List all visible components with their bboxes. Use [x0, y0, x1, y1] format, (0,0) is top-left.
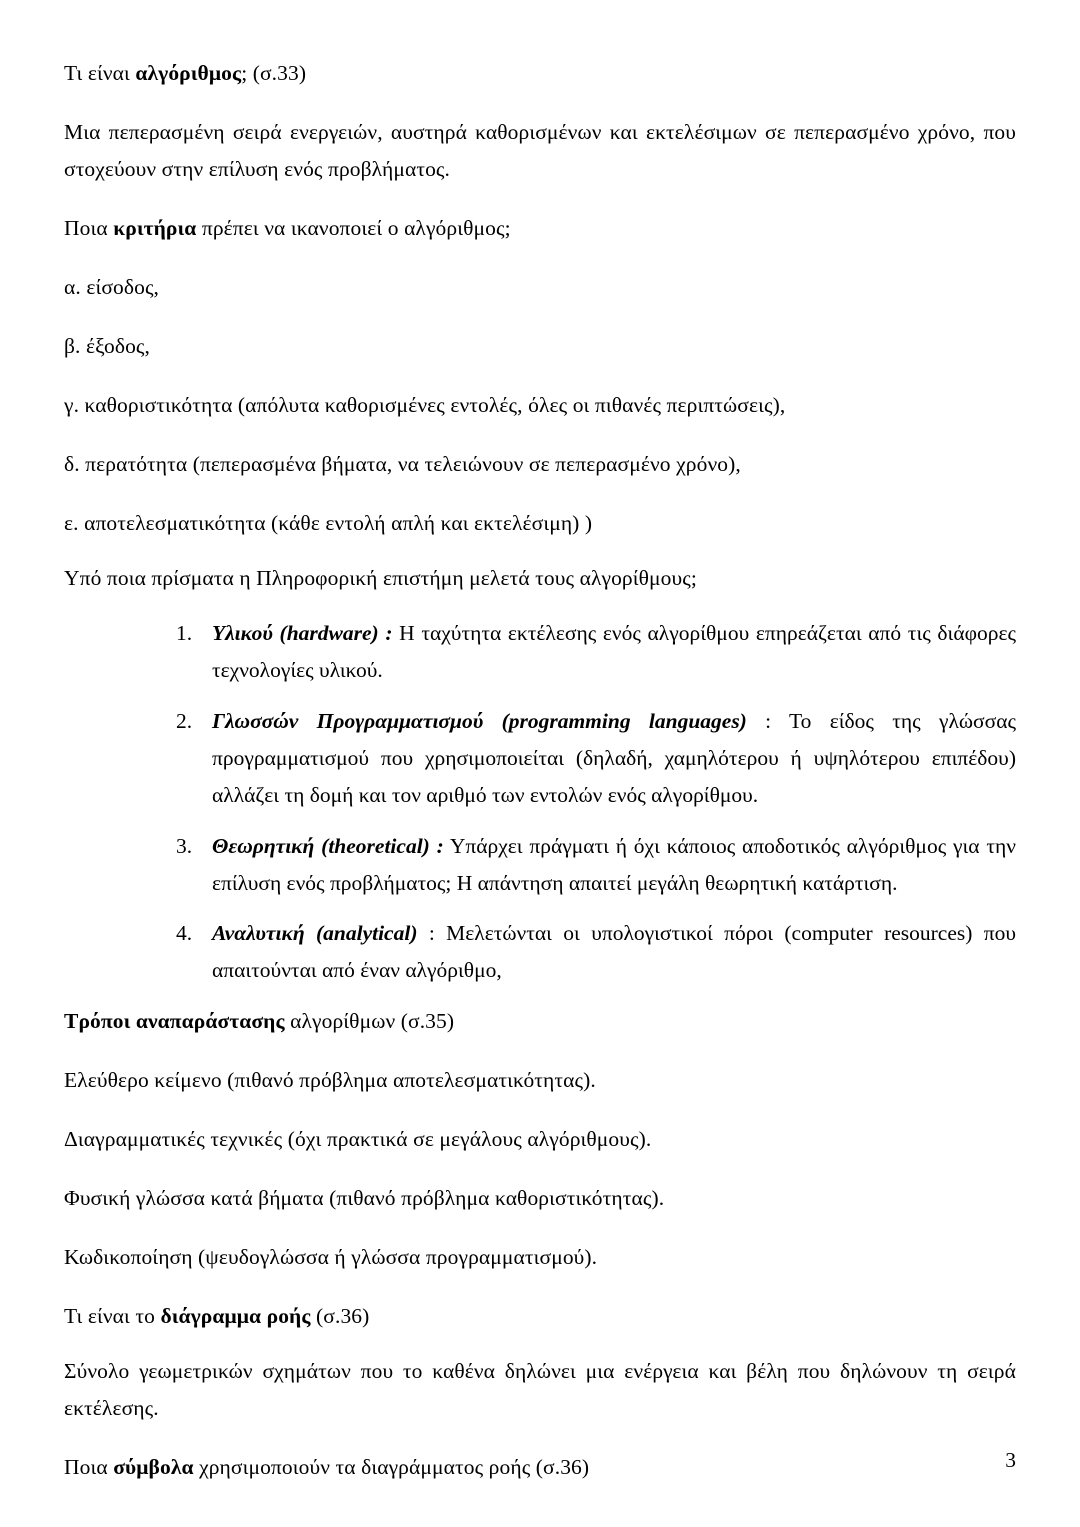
criterion-item: α. είσοδος, — [64, 274, 160, 299]
criterion-item: β. έξοδος, — [64, 333, 151, 358]
prism-label: Υλικού (hardware) : — [212, 620, 393, 645]
answer-algorithm-definition: Μια πεπερασμένη σειρά ενεργειών, αυστηρά καθορισμένων και εκτελέσιμων σε πεπερασμένο χρόνο, που στοχεύουν στην επίλυση ενός προβλήματος. — [64, 119, 1016, 181]
prism-label: Αναλυτική (analytical) — [212, 921, 418, 946]
criterion-item: γ. καθοριστικότητα (απόλυτα καθορισμένες εντολές, όλες οι πιθανές περιπτώσεις), — [64, 392, 786, 417]
representation-item: Διαγραμματικές τεχνικές (όχι πρακτικά σε μεγάλους αλγόριθμους). — [64, 1127, 652, 1152]
question-suffix: χρησιμοποιούν τα διαγράμματος ροής (σ.36) — [193, 1455, 590, 1480]
prism-label: Θεωρητική (theoretical) : — [212, 833, 444, 858]
criterion-item: ε. αποτελεσματικότητα (κάθε εντολή απλή και εκτελέσιμη) ) — [64, 510, 593, 535]
question-prefix: Ποια — [64, 215, 114, 240]
answer-flowchart-definition: Σύνολο γεωμετρικών σχημάτων που το καθένα δηλώνει μια ενέργεια και βέλη που δηλώνουν τη σειρά εκτέλεσης. — [64, 1359, 1016, 1421]
list-item — [176, 703, 1016, 814]
term-criteria: κριτήρια — [113, 215, 197, 240]
question-prefix: Τι είναι — [64, 61, 136, 85]
prism-text: : Το είδος της γλώσσας προγραμματισμού που χρησιμοποιείται (δηλαδή, χαμηλότερου ή υψηλότερου επιπέδου) αλλάζει τη δομή και τον αριθμό των εντολών ενός αλγορίθμου. — [212, 708, 1016, 807]
list-item — [176, 828, 1016, 902]
heading-representation-ways — [64, 1003, 1016, 1040]
question-criteria — [64, 210, 1016, 247]
question-prefix: Ποια — [64, 1455, 114, 1480]
term-algorithm: αλγόριθμος — [135, 61, 242, 85]
representation-item: Φυσική γλώσσα κατά βήματα (πιθανό πρόβλημα καθοριστικότητας). — [64, 1186, 665, 1211]
page-number: 3 — [1005, 1447, 1016, 1472]
heading-bold-part: Τρόποι αναπαράστασης — [64, 1009, 285, 1034]
document-body — [64, 55, 1016, 1486]
list-item — [176, 615, 1016, 689]
prism-text: : Μελετώνται οι υπολογιστικοί πόροι (computer resources) που απαιτούνται από έναν αλγόριθμο, — [212, 921, 1017, 983]
term-flowchart: διάγραμμα ροής — [160, 1304, 311, 1329]
question-flowchart — [64, 1298, 1016, 1335]
prism-label: Γλωσσών Προγραμματισμού (programming languages) — [212, 708, 747, 733]
list-item — [176, 915, 1016, 989]
question-suffix: (σ.36) — [310, 1304, 370, 1329]
term-symbols: σύμβολα — [113, 1455, 194, 1480]
question-suffix: ; (σ.33) — [241, 61, 307, 85]
prism-text: Υπάρχει πράγματι ή όχι κάποιος αποδοτικός αλγόριθμος για την επίλυση ενός προβλήματος; Η απάντηση απαιτεί μεγάλη θεωρητική κατάρτιση. — [212, 833, 1016, 895]
question-prisms: Υπό ποια πρίσματα η Πληροφορική επιστήμη μελετά τους αλγορίθμους; — [64, 565, 697, 590]
question-what-is-algorithm — [64, 55, 1016, 92]
question-suffix: πρέπει να ικανοποιεί ο αλγόριθμος; — [196, 215, 511, 240]
representation-item: Κωδικοποίηση (ψευδογλώσσα ή γλώσσα προγραμματισμού). — [64, 1245, 598, 1270]
prisms-list — [64, 615, 1016, 990]
representation-item: Ελεύθερο κείμενο (πιθανό πρόβλημα αποτελεσματικότητας). — [64, 1068, 596, 1093]
criterion-item: δ. περατότητα (πεπερασμένα βήματα, να τελειώνουν σε πεπερασμένο χρόνο), — [64, 451, 741, 476]
question-prefix: Τι είναι το — [64, 1304, 161, 1329]
prism-text: Η ταχύτητα εκτέλεσης ενός αλγορίθμου επηρεάζεται από τις διάφορες τεχνολογίες υλικού. — [212, 620, 1017, 682]
question-symbols — [64, 1449, 1016, 1486]
heading-rest-part: αλγορίθμων (σ.35) — [284, 1009, 455, 1034]
